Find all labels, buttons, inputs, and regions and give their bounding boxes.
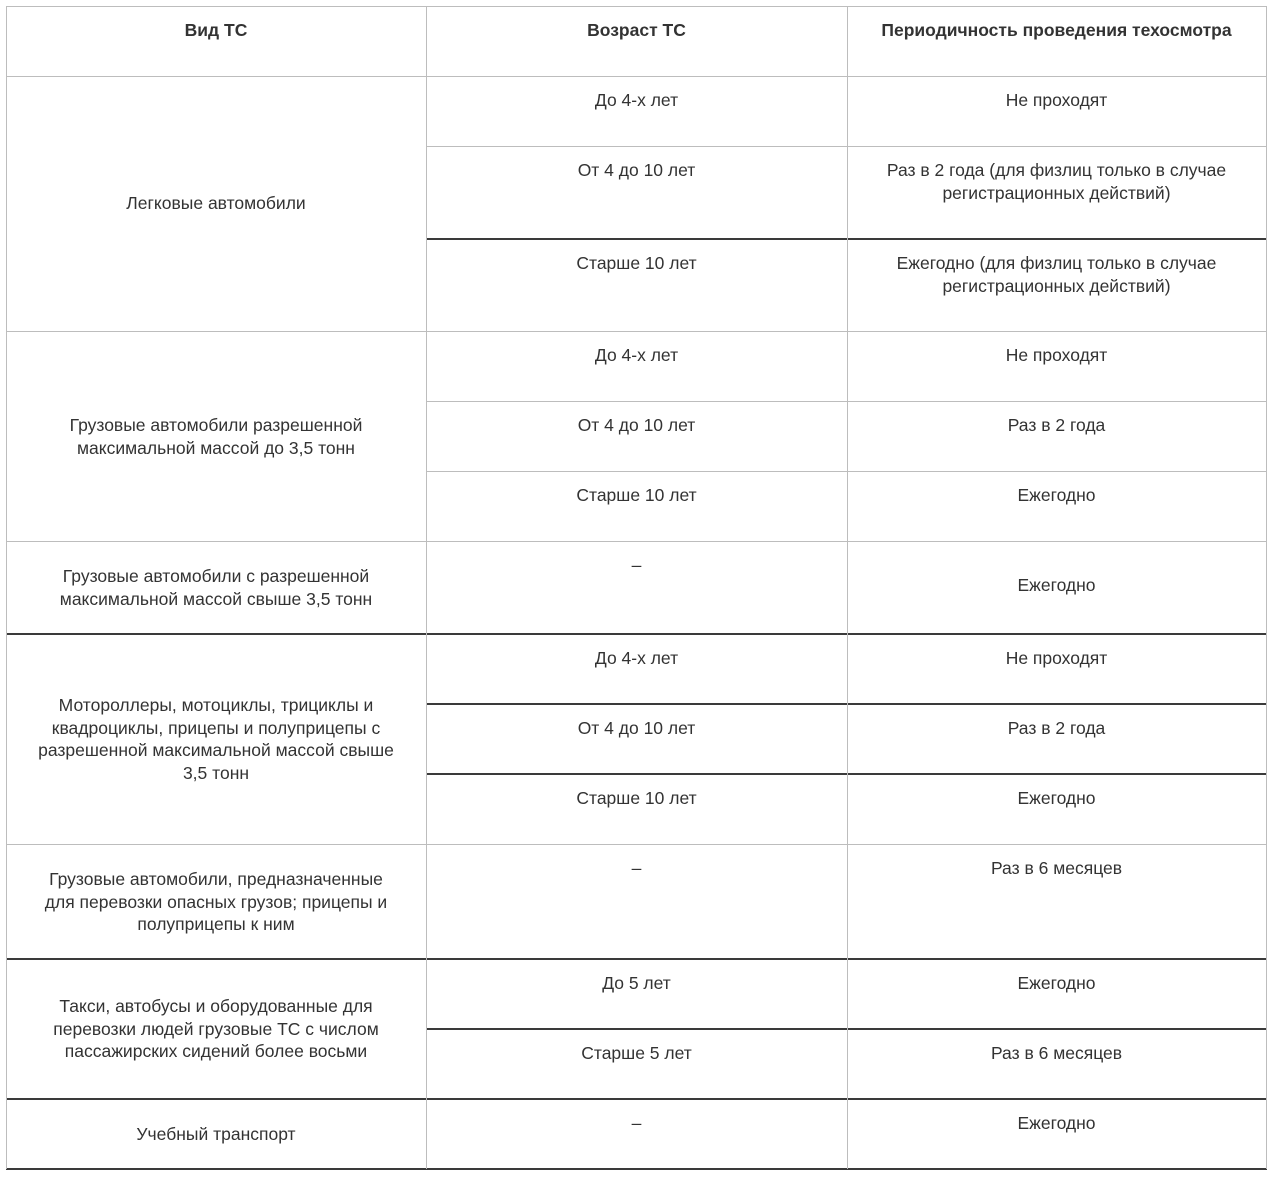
inspection-period-cell: Ежегодно [1017, 575, 1096, 595]
vehicle-type-cell: Грузовые автомобили с разрешенной максимальной массой свыше 3,5 тонн [59, 566, 373, 609]
inspection-period-cell: Ежегодно [1017, 973, 1096, 993]
row-divider [6, 633, 1267, 635]
inspection-period-cell: Раз в 6 месяцев [990, 1043, 1123, 1063]
vehicle-age-cell: – [631, 1113, 642, 1133]
column-divider [426, 6, 427, 1169]
vehicle-type-cell: Мотороллеры, мотоциклы, трициклы и квадроциклы, прицепы и полуприцепы с разрешенной максимальной массой свыше 3,5 тонн [38, 695, 394, 783]
vehicle-age-cell: До 5 лет [602, 973, 671, 993]
inspection-period-cell: Не проходят [1005, 345, 1108, 365]
row-divider [6, 331, 1267, 332]
vehicle-age-cell: Старше 10 лет [576, 485, 697, 505]
inspection-period-cell: Ежегодно [1017, 485, 1096, 505]
vehicle-type-cell: Такси, автобусы и оборудованные для перевозки людей грузовые ТС с числом пассажирских сидений более восьми [53, 996, 379, 1061]
vehicle-age-cell: Старше 10 лет [576, 253, 697, 273]
inspection-period-cell: Раз в 2 года (для физлиц только в случае регистрационных действий) [886, 160, 1227, 203]
header-inspection-period: Периодичность проведения техосмотра [881, 20, 1232, 40]
vehicle-age-cell: От 4 до 10 лет [577, 160, 696, 180]
row-divider [6, 541, 1267, 542]
vehicle-type-cell: Учебный транспорт [136, 1124, 296, 1144]
inspection-period-cell: Ежегодно [1017, 788, 1096, 808]
row-divider [6, 1098, 1267, 1100]
row-divider [6, 958, 1267, 960]
header-vehicle-age: Возраст ТС [587, 20, 686, 40]
vehicle-age-cell: – [631, 555, 642, 575]
inspection-period-cell: Раз в 6 месяцев [990, 858, 1123, 878]
vehicle-age-cell: От 4 до 10 лет [577, 718, 696, 738]
column-divider [847, 6, 848, 1169]
inspection-period-cell: Ежегодно [1017, 1113, 1096, 1133]
inspection-period-cell: Ежегодно (для физлиц только в случае регистрационных действий) [896, 253, 1217, 296]
vehicle-age-cell: До 4-х лет [594, 345, 679, 365]
vehicle-age-cell: Старше 5 лет [581, 1043, 692, 1063]
column-divider [1266, 6, 1267, 1169]
header-vehicle-type: Вид ТС [184, 20, 248, 40]
inspection-period-cell: Не проходят [1005, 648, 1108, 668]
vehicle-age-cell: – [631, 858, 642, 878]
vehicle-type-cell: Грузовые автомобили, предназначенные для перевозки опасных грузов; прицепы и полуприцепы к ним [44, 869, 388, 934]
inspection-period-cell: Раз в 2 года [1007, 718, 1106, 738]
vehicle-age-cell: До 4-х лет [594, 90, 679, 110]
row-divider [6, 1168, 1267, 1170]
vehicle-type-cell: Грузовые автомобили разрешенной максимальной массой до 3,5 тонн [69, 415, 363, 458]
vehicle-age-cell: Старше 10 лет [576, 788, 697, 808]
row-divider [6, 76, 1267, 77]
inspection-period-cell: Раз в 2 года [1007, 415, 1106, 435]
inspection-period-cell: Не проходят [1005, 90, 1108, 110]
column-divider [6, 6, 7, 1169]
row-divider [6, 6, 1267, 7]
vehicle-age-cell: От 4 до 10 лет [577, 415, 696, 435]
vehicle-type-cell: Легковые автомобили [126, 193, 306, 213]
vehicle-age-cell: До 4-х лет [594, 648, 679, 668]
row-divider [6, 844, 1267, 845]
